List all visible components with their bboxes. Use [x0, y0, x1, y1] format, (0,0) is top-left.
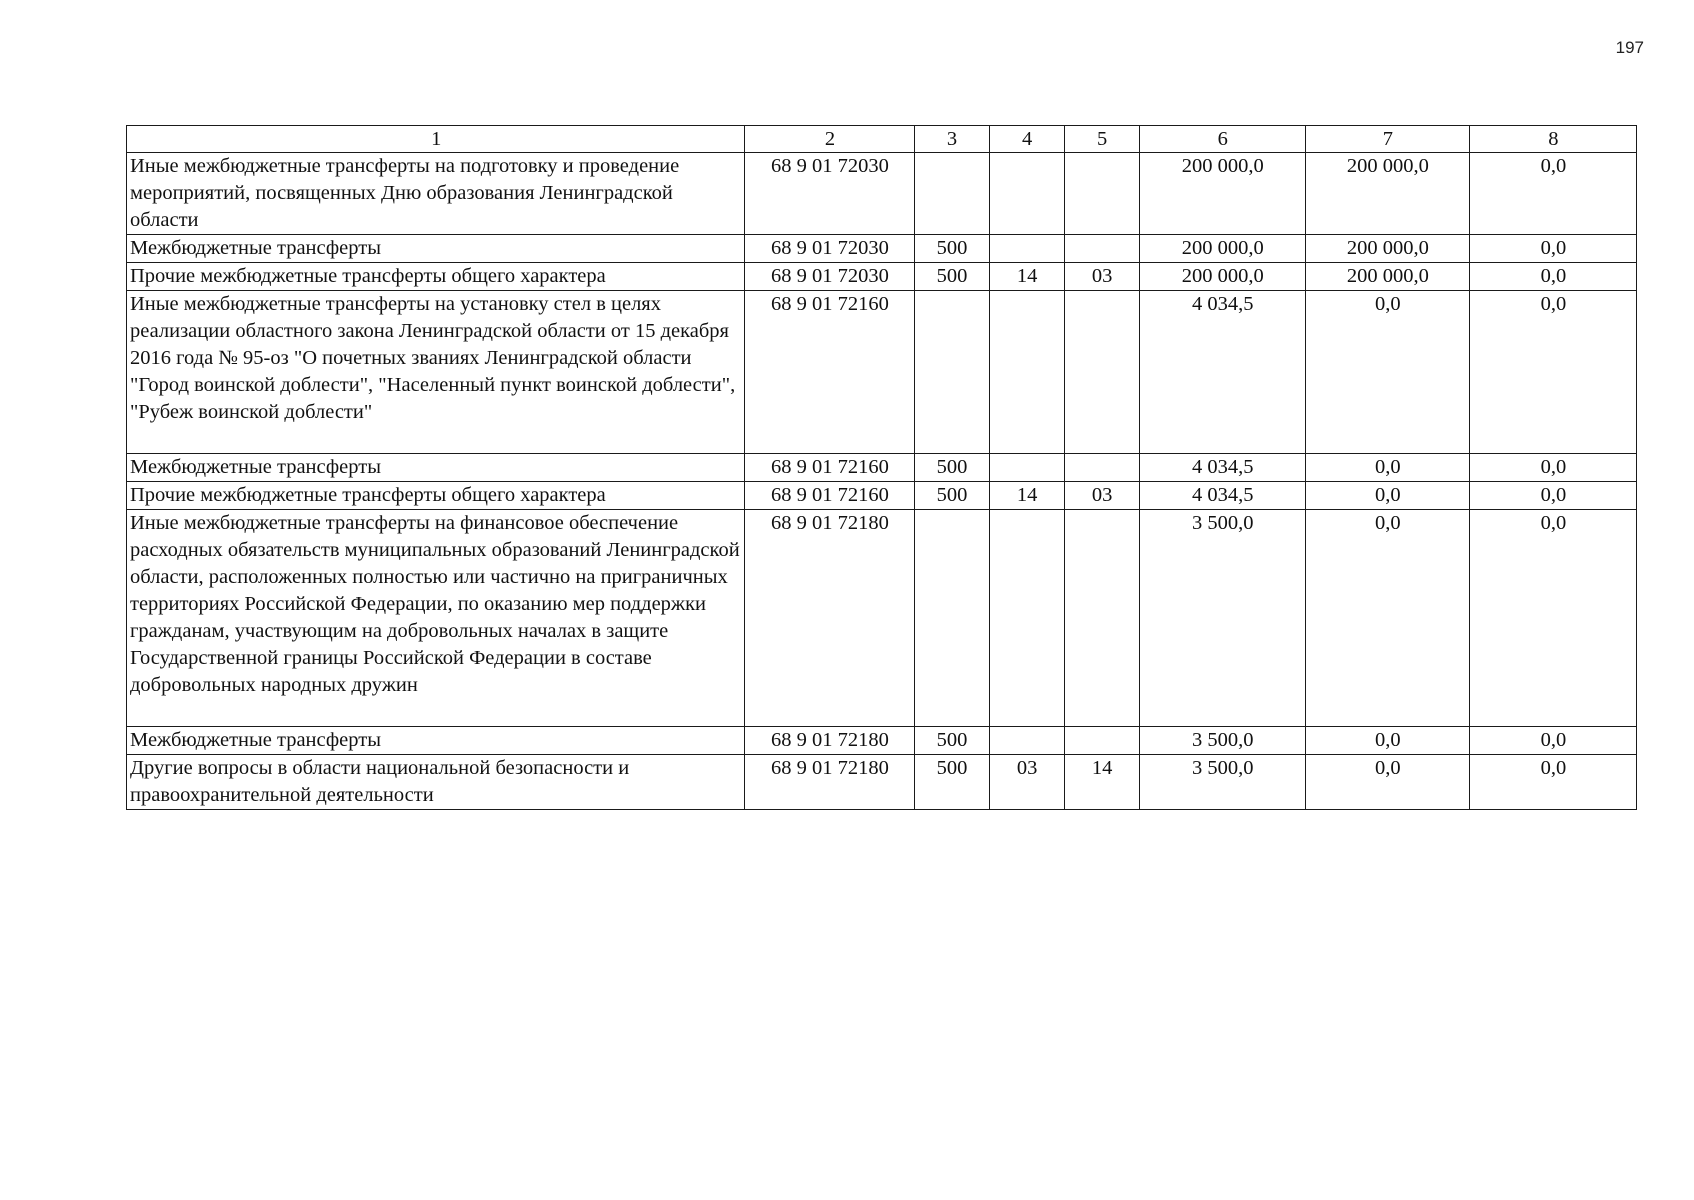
amount-cell: 3 500,0 — [1139, 510, 1305, 727]
section-cell: 14 — [989, 263, 1064, 291]
amount-cell: 0,0 — [1469, 235, 1636, 263]
expense-type-cell — [914, 153, 989, 235]
row-name-cell: Прочие межбюджетные трансферты общего характера — [127, 263, 745, 291]
amount-cell: 3 500,0 — [1139, 755, 1305, 810]
table-row — [127, 482, 1637, 510]
table-row — [127, 263, 1637, 291]
expense-type-cell: 500 — [914, 263, 989, 291]
expense-type-cell: 500 — [914, 755, 989, 810]
amount-cell: 0,0 — [1469, 755, 1636, 810]
amount-cell: 0,0 — [1305, 291, 1469, 454]
subsection-cell: 14 — [1064, 755, 1139, 810]
amount-cell: 0,0 — [1469, 510, 1636, 727]
target-code-cell: 68 9 01 72030 — [745, 235, 914, 263]
expense-type-cell: 500 — [914, 454, 989, 482]
row-name-cell: Иные межбюджетные трансферты на подготовку и проведение мероприятий, посвященных Дню образования Ленинградской области — [127, 153, 745, 235]
amount-cell: 200 000,0 — [1139, 153, 1305, 235]
subsection-cell — [1064, 454, 1139, 482]
column-number-cell: 5 — [1064, 126, 1139, 153]
amount-cell: 0,0 — [1305, 510, 1469, 727]
section-cell — [989, 510, 1064, 727]
row-name-cell: Межбюджетные трансферты — [127, 454, 745, 482]
row-name-cell: Иные межбюджетные трансферты на установку стел в целях реализации областного закона Ленинградской области от 15 декабря 2016 года № 95-оз "О почетных званиях Ленинградской области "Город воинской доблести", "Населенный пункт воинской доблести", "Рубеж воинской доблести" — [127, 291, 745, 454]
section-cell — [989, 153, 1064, 235]
section-cell: 14 — [989, 482, 1064, 510]
column-number-cell: 2 — [745, 126, 914, 153]
column-number-cell: 7 — [1305, 126, 1469, 153]
target-code-cell: 68 9 01 72030 — [745, 263, 914, 291]
amount-cell: 0,0 — [1305, 755, 1469, 810]
amount-cell: 0,0 — [1305, 727, 1469, 755]
amount-cell: 200 000,0 — [1305, 235, 1469, 263]
table-row — [127, 727, 1637, 755]
column-number-cell: 4 — [989, 126, 1064, 153]
amount-cell: 200 000,0 — [1305, 263, 1469, 291]
amount-cell: 200 000,0 — [1305, 153, 1469, 235]
table-row — [127, 755, 1637, 810]
table-row — [127, 235, 1637, 263]
target-code-cell: 68 9 01 72160 — [745, 291, 914, 454]
target-code-cell: 68 9 01 72180 — [745, 755, 914, 810]
column-number-cell: 8 — [1469, 126, 1636, 153]
amount-cell: 0,0 — [1305, 482, 1469, 510]
column-number-cell: 1 — [127, 126, 745, 153]
amount-cell: 0,0 — [1469, 291, 1636, 454]
amount-cell: 0,0 — [1305, 454, 1469, 482]
page-number: 197 — [1615, 38, 1644, 57]
subsection-cell: 03 — [1064, 263, 1139, 291]
target-code-cell: 68 9 01 72180 — [745, 727, 914, 755]
expense-type-cell — [914, 510, 989, 727]
row-name-cell: Прочие межбюджетные трансферты общего характера — [127, 482, 745, 510]
target-code-cell: 68 9 01 72030 — [745, 153, 914, 235]
target-code-cell: 68 9 01 72160 — [745, 482, 914, 510]
subsection-cell — [1064, 510, 1139, 727]
row-name-cell: Другие вопросы в области национальной безопасности и правоохранительной деятельности — [127, 755, 745, 810]
row-name-cell: Межбюджетные трансферты — [127, 727, 745, 755]
subsection-cell — [1064, 291, 1139, 454]
amount-cell: 4 034,5 — [1139, 291, 1305, 454]
section-cell — [989, 454, 1064, 482]
amount-cell: 200 000,0 — [1139, 263, 1305, 291]
subsection-cell — [1064, 235, 1139, 263]
column-number-cell: 3 — [914, 126, 989, 153]
expense-type-cell: 500 — [914, 482, 989, 510]
target-code-cell: 68 9 01 72160 — [745, 454, 914, 482]
amount-cell: 0,0 — [1469, 454, 1636, 482]
section-cell: 03 — [989, 755, 1064, 810]
section-cell — [989, 235, 1064, 263]
table-row — [127, 153, 1637, 235]
expense-type-cell — [914, 291, 989, 454]
row-name-cell: Межбюджетные трансферты — [127, 235, 745, 263]
expense-type-cell: 500 — [914, 235, 989, 263]
section-cell — [989, 291, 1064, 454]
table-row — [127, 291, 1637, 454]
table-row — [127, 454, 1637, 482]
target-code-cell: 68 9 01 72180 — [745, 510, 914, 727]
table-row — [127, 510, 1637, 727]
amount-cell: 3 500,0 — [1139, 727, 1305, 755]
amount-cell: 200 000,0 — [1139, 235, 1305, 263]
amount-cell: 0,0 — [1469, 263, 1636, 291]
section-cell — [989, 727, 1064, 755]
amount-cell: 4 034,5 — [1139, 454, 1305, 482]
row-name-cell: Иные межбюджетные трансферты на финансовое обеспечение расходных обязательств муниципальных образований Ленинградской области, расположенных полностью или частично на приграничных территориях Российской Федерации, по оказанию мер поддержки гражданам, участвующим на добровольных началах в защите Государственной границы Российской Федерации в составе добровольных народных дружин — [127, 510, 745, 727]
expense-type-cell: 500 — [914, 727, 989, 755]
subsection-cell — [1064, 153, 1139, 235]
column-number-row — [127, 126, 1637, 153]
amount-cell: 0,0 — [1469, 153, 1636, 235]
subsection-cell — [1064, 727, 1139, 755]
amount-cell: 4 034,5 — [1139, 482, 1305, 510]
column-number-cell: 6 — [1139, 126, 1305, 153]
amount-cell: 0,0 — [1469, 482, 1636, 510]
budget-table — [126, 125, 1637, 810]
subsection-cell: 03 — [1064, 482, 1139, 510]
amount-cell: 0,0 — [1469, 727, 1636, 755]
